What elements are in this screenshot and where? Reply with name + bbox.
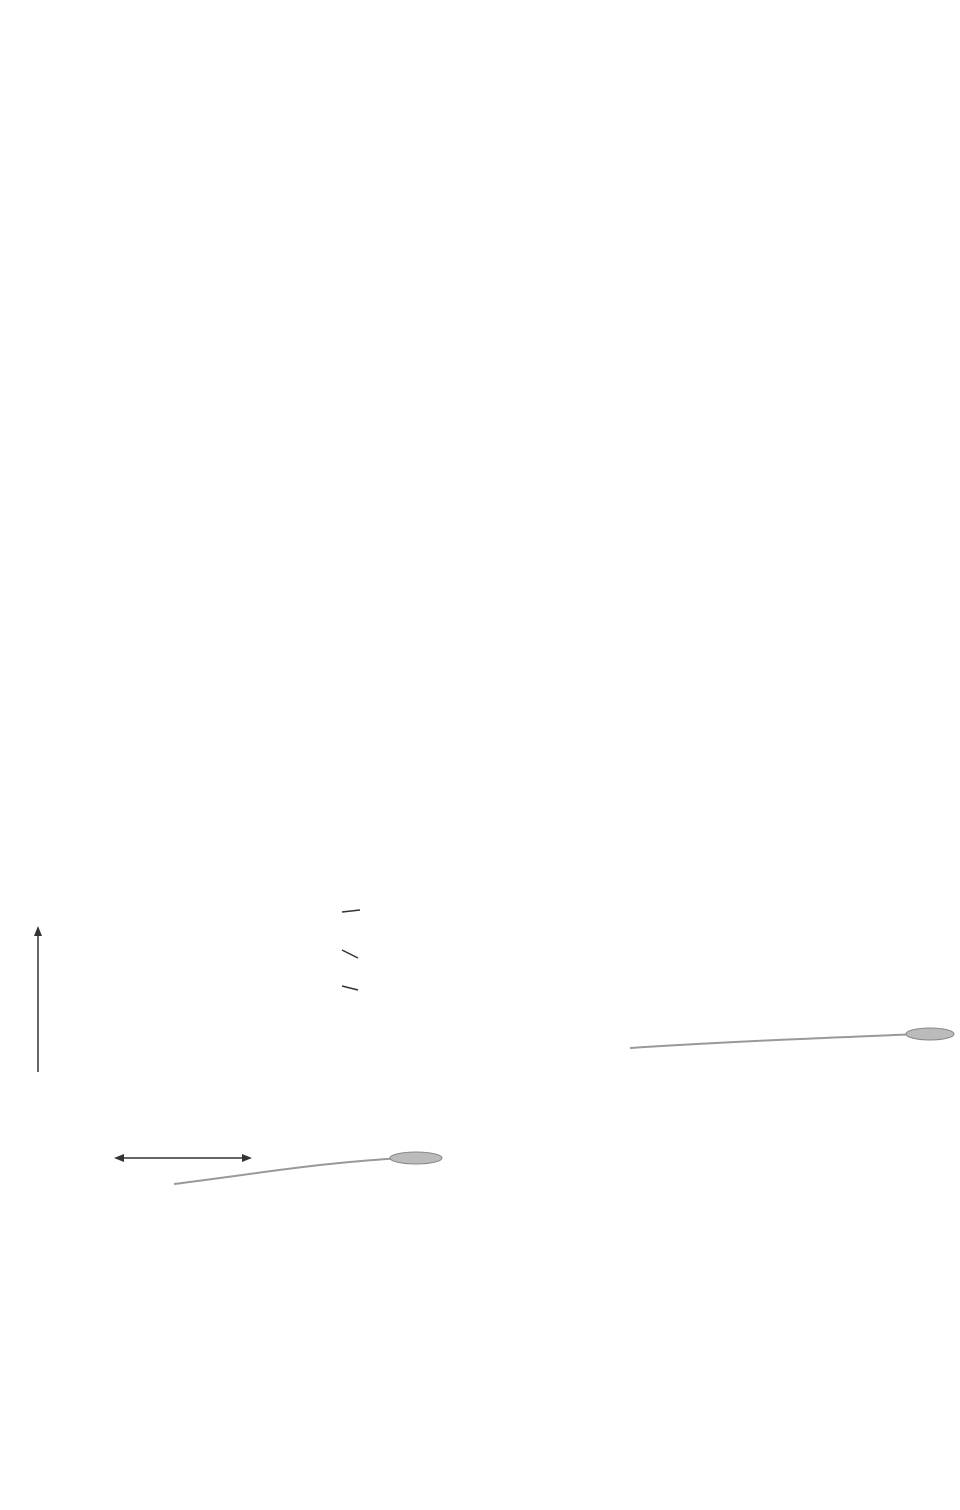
electrode-cable: [630, 1034, 920, 1048]
arrow-c: [342, 950, 358, 958]
programming-grid: [24, 862, 470, 1202]
figure-faktorer: [520, 752, 960, 1072]
strength-arrowhead: [34, 926, 42, 936]
frequency-arrowhead-left: [114, 1154, 124, 1162]
figure-inprogrammering: [24, 862, 470, 1202]
electrode-tip: [390, 1152, 442, 1164]
electrode-cable: [174, 1158, 404, 1184]
spacer: [496, 0, 956, 28]
right-column: [496, 0, 956, 28]
electrode-tip: [906, 1028, 954, 1040]
frequency-arrowhead-right: [242, 1154, 252, 1162]
arrow-electrodes: [342, 910, 360, 912]
electrode-drawing: [520, 752, 960, 1072]
arrow-t: [342, 986, 358, 990]
